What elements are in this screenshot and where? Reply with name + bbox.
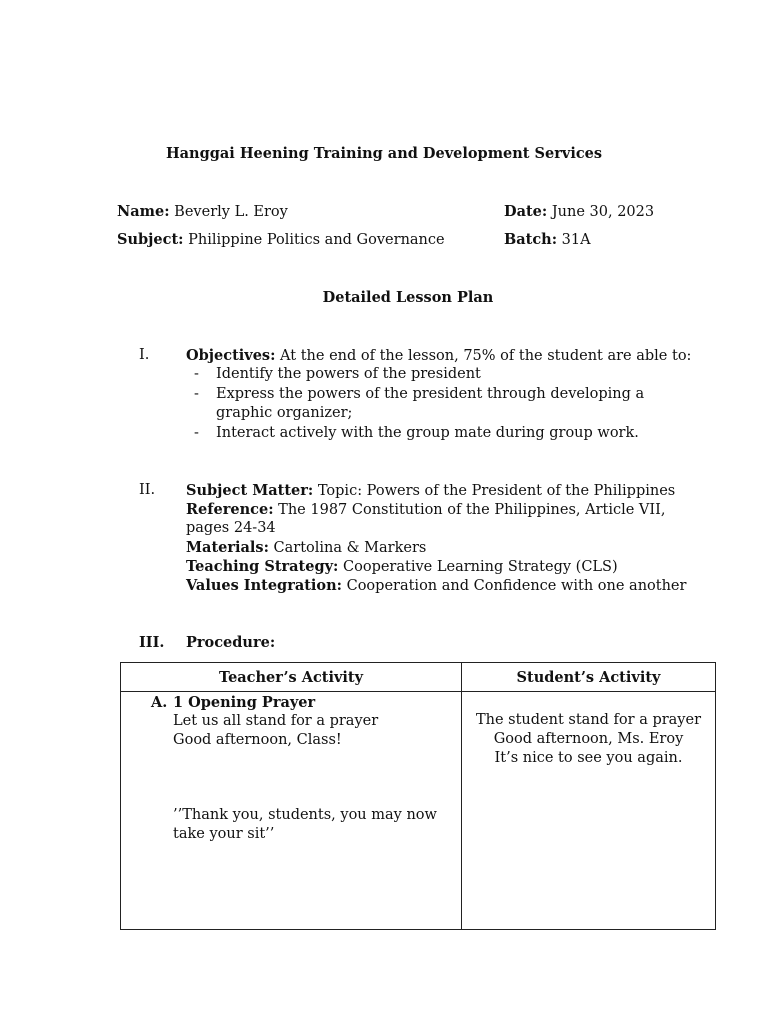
batch-line bbox=[504, 230, 591, 250]
objectives-numeral: I. bbox=[139, 347, 150, 363]
name-line bbox=[117, 202, 288, 222]
objective-item: Express the powers of the president through developing a bbox=[216, 386, 645, 402]
date-label: Date: bbox=[504, 203, 548, 220]
reference-pages: pages 24-34 bbox=[186, 520, 276, 536]
batch-label: Batch: bbox=[504, 231, 558, 248]
subject-value: Philippine Politics and Governance bbox=[183, 232, 445, 248]
procedure-numeral: III. bbox=[139, 634, 165, 651]
strategy-label: Teaching Strategy: bbox=[186, 558, 339, 575]
date-value: June 30, 2023 bbox=[547, 204, 655, 220]
strategy-value: Cooperative Learning Strategy (CLS) bbox=[338, 559, 618, 575]
values-line bbox=[186, 576, 686, 596]
bullet-dash: - bbox=[194, 386, 199, 402]
subject-label: Subject: bbox=[117, 231, 184, 248]
procedure-table bbox=[120, 662, 716, 930]
teacher-line: ’’Thank you, students, you may now bbox=[173, 807, 437, 823]
topic-line bbox=[186, 481, 675, 501]
reference-value: The 1987 Constitution of the Philippines, Article VII, bbox=[273, 502, 666, 518]
objectives-label: Objectives: bbox=[186, 347, 276, 364]
reference-label: Reference: bbox=[186, 501, 274, 518]
reference-line bbox=[186, 500, 665, 520]
materials-label: Materials: bbox=[186, 539, 269, 556]
teacher-line: Good afternoon, Class! bbox=[173, 732, 342, 748]
bullet-dash: - bbox=[194, 366, 199, 382]
objectives-heading bbox=[186, 346, 691, 366]
student-activity-cell bbox=[462, 692, 716, 930]
values-value: Cooperation and Confidence with one another bbox=[342, 578, 687, 594]
materials-line bbox=[186, 538, 426, 558]
teacher-line: Let us all stand for a prayer bbox=[173, 713, 379, 729]
bullet-dash: - bbox=[194, 425, 199, 441]
table-row bbox=[121, 692, 716, 930]
teacher-activity-cell bbox=[121, 692, 462, 930]
table-header-row bbox=[121, 663, 716, 692]
name-label: Name: bbox=[117, 203, 170, 220]
topic-value: Topic: Powers of the President of the Philippines bbox=[313, 483, 676, 499]
objective-item: Interact actively with the group mate during group work. bbox=[216, 425, 639, 441]
strategy-line bbox=[186, 557, 618, 577]
teacher-line: take your sit’’ bbox=[173, 826, 275, 842]
student-line: Good afternoon, Ms. Eroy bbox=[493, 731, 684, 747]
student-line: The student stand for a prayer bbox=[475, 712, 702, 728]
subject-line bbox=[117, 230, 445, 250]
student-line: It’s nice to see you again. bbox=[494, 750, 683, 766]
name-value: Beverly L. Eroy bbox=[169, 204, 288, 220]
organization-title: Hanggai Heening Training and Development Services bbox=[165, 145, 603, 162]
date-line bbox=[504, 202, 654, 222]
subject-matter-numeral: II. bbox=[139, 482, 156, 498]
item-letter: A. bbox=[151, 694, 168, 711]
topic-label: Subject Matter: bbox=[186, 482, 314, 499]
teacher-activity-header: Teacher’s Activity bbox=[121, 663, 462, 692]
objective-item-continued: graphic organizer; bbox=[216, 405, 353, 421]
objective-item: Identify the powers of the president bbox=[216, 366, 481, 382]
student-activity-header: Student’s Activity bbox=[462, 663, 716, 692]
materials-value: Cartolina & Markers bbox=[268, 540, 427, 556]
plan-title: Detailed Lesson Plan bbox=[322, 289, 494, 306]
objectives-intro: At the end of the lesson, 75% of the student are able to: bbox=[275, 348, 692, 364]
item-title: 1 Opening Prayer bbox=[173, 694, 316, 711]
values-label: Values Integration: bbox=[186, 577, 342, 594]
procedure-label: Procedure: bbox=[186, 634, 276, 651]
batch-value: 31A bbox=[557, 232, 591, 248]
